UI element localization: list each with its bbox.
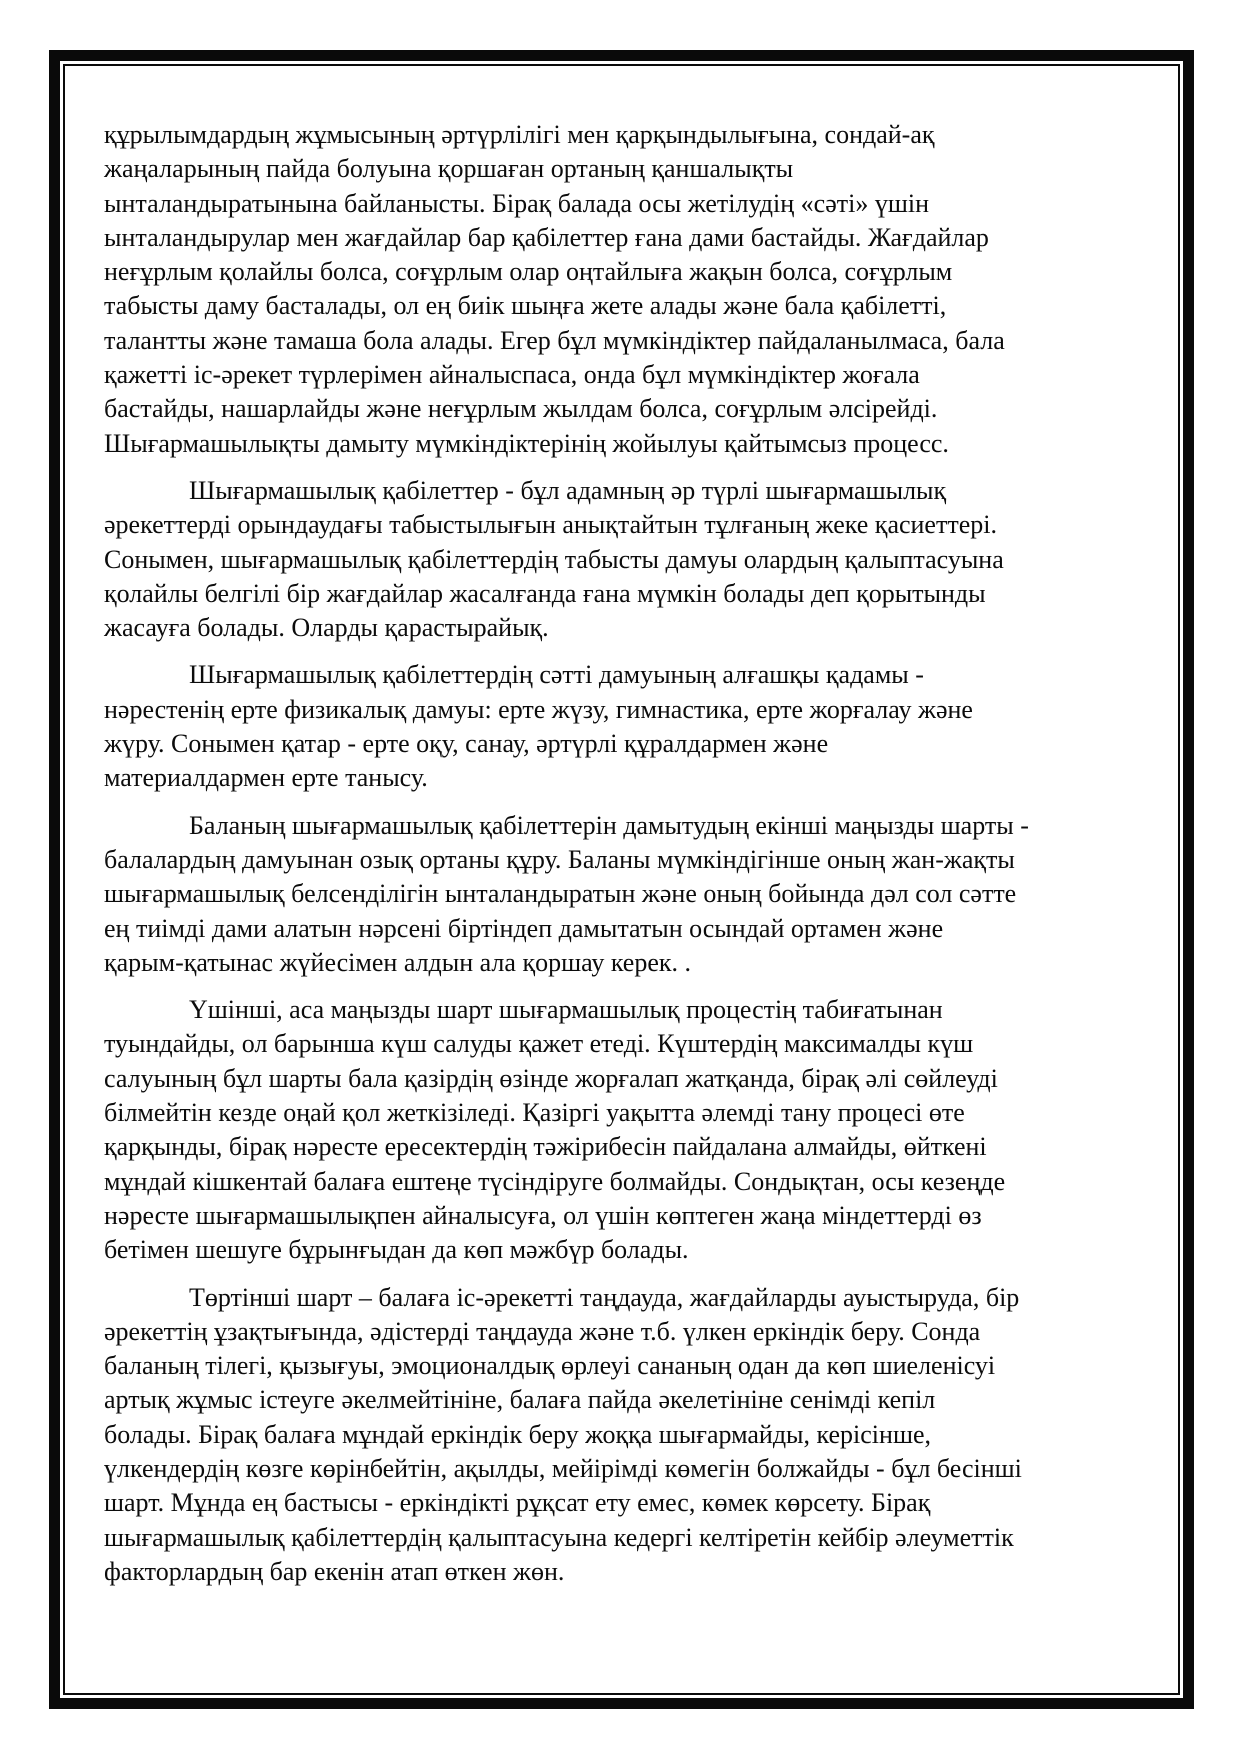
text-line: нәрестенің ерте физикалық дамуы: ерте жүзу, гимнастика, ерте жорғалау және [104, 694, 973, 724]
text-line: бастайды, нашарлайды және неғұрлым жылдам болса, соғұрлым әлсірейді. [104, 394, 938, 424]
text-line: Баланың шығармашылық қабілеттерін дамытудың екінші маңызды шарты - [189, 810, 1029, 840]
text-line: болады. Бірақ балаға мұндай еркіндік беру жоққа шығармайды, керісінше, [104, 1419, 931, 1449]
paragraph [104, 993, 1140, 1267]
text-line: салуының бұл шарты бала қазірдің өзінде жорғалап жатқанда, бірақ әлі сөйлеуді [104, 1063, 998, 1093]
text-line: жаңаларының пайда болуына қоршаған ортаның қаншалықты [104, 154, 794, 184]
text-line: талантты және тамаша бола алады. Егер бұл мүмкіндіктер пайдаланылмаса, бала [104, 325, 1005, 355]
text-line: ынталандырулар мен жағдайлар бар қабілеттер ғана дами бастайды. Жағдайлар [104, 222, 989, 252]
text-line: ынталандыратынына байланысты. Бірақ балада осы жетілудің «сәті» үшін [104, 188, 929, 218]
paragraph [104, 118, 1140, 461]
text-line: жасауға болады. Оларды қарастырайық. [104, 613, 549, 643]
text-line: Шығармашылықты дамыту мүмкіндіктерінің жойылуы қайтымсыз процесс. [104, 428, 949, 458]
text-line: Шығармашылық қабілеттердің сәтті дамуының алғашқы қадамы - [189, 660, 924, 690]
text-line: шығармашылық белсенділігін ынталандыратын және оның бойында дәл сол сәтте [104, 879, 1017, 909]
text-line: бетімен шешуге бұрынғыдан да көп мәжбүр болады. [104, 1235, 689, 1265]
text-line: қарқынды, бірақ нәресте ересектердің тәжірибесін пайдалана алмайды, өйткені [104, 1132, 987, 1162]
text-line: нәресте шығармашылықпен айналысуға, ол үшін көптеген жаңа міндеттерді өз [104, 1200, 982, 1230]
text-line: шығармашылық қабілеттердің қалыптасуына кедергі келтіретін кейбір әлеуметтік [104, 1522, 1014, 1552]
text-line: әрекеттің ұзақтығында, әдістерді таңдауда және т.б. үлкен еркіндік беру. Сонда [104, 1316, 981, 1346]
text-line: мұндай кішкентай балаға ештеңе түсіндіруге болмайды. Сондықтан, осы кезеңде [104, 1166, 1006, 1196]
text-line: білмейтін кезде оңай қол жеткізіледі. Қазіргі уақытта әлемді тану процесі өте [104, 1098, 965, 1128]
text-line: ең тиімді дами алатын нәрсені біртіндеп дамытатын осындай ортамен және [104, 913, 944, 943]
paragraph [104, 658, 1140, 795]
text-line: артық жұмыс істеуге әкелмейтініне, балаға пайда әкелетініне сенімді кепіл [104, 1385, 936, 1415]
text-line: үлкендердің көзге көрінбейтін, ақылды, мейірімді көмегін болжайды - бұл бесінші [104, 1453, 1022, 1483]
text-line: материалдармен ерте танысу. [104, 763, 428, 793]
text-line: факторлардың бар екенін атап өткен жөн. [104, 1556, 565, 1586]
text-line: балалардың дамуынан озық ортаны құру. Баланы мүмкіндігінше оның жан-жақты [104, 844, 1015, 874]
document-body [104, 118, 1140, 1589]
paragraph [104, 1281, 1140, 1590]
paragraph [104, 809, 1140, 980]
text-line: әрекеттерді орындаудағы табыстылығын анықтайтын тұлғаның жеке қасиеттері. [104, 510, 997, 540]
text-line: шарт. Мұнда ең бастысы - еркіндікті рұқсат ету емес, көмек көрсету. Бірақ [104, 1488, 931, 1518]
text-line: туындайды, ол барынша күш салуды қажет етеді. Күштердің максималды күш [104, 1029, 974, 1059]
text-line: Төртінші шарт – балаға іс-әрекетті таңдауда, жағдайларды ауыстыруда, бір [189, 1282, 1020, 1312]
text-line: табысты даму басталады, ол ең биік шыңға жете алады және бала қабілетті, [104, 291, 947, 321]
text-line: жүру. Сонымен қатар - ерте оқу, санау, әртүрлі құралдармен және [104, 729, 829, 759]
text-line: қарым-қатынас жүйесімен алдын ала қоршау керек. . [104, 947, 692, 977]
text-line: құрылымдардың жұмысының әртүрлілігі мен қарқындылығына, сондай-ақ [104, 120, 935, 149]
text-line: қолайлы белгілі бір жағдайлар жасалғанда ғана мүмкін болады деп қорытынды [104, 578, 986, 608]
text-line: қажетті іс-әрекет түрлерімен айналыспаса, онда бұл мүмкіндіктер жоғала [104, 360, 920, 390]
text-line: Үшінші, аса маңызды шарт шығармашылық процестің табиғатынан [189, 995, 943, 1025]
text-line: баланың тілегі, қызығуы, эмоционалдық өрлеуі сананың одан да көп шиеленісуі [104, 1351, 996, 1381]
text-line: неғұрлым қолайлы болса, соғұрлым олар оңтайлыға жақын болса, соғұрлым [104, 257, 953, 287]
text-line: Шығармашылық қабілеттер - бұл адамның әр түрлі шығармашылық [189, 475, 947, 505]
text-line: Сонымен, шығармашылық қабілеттердің табысты дамуы олардың қалыптасуына [104, 544, 1004, 574]
paragraph [104, 474, 1140, 645]
